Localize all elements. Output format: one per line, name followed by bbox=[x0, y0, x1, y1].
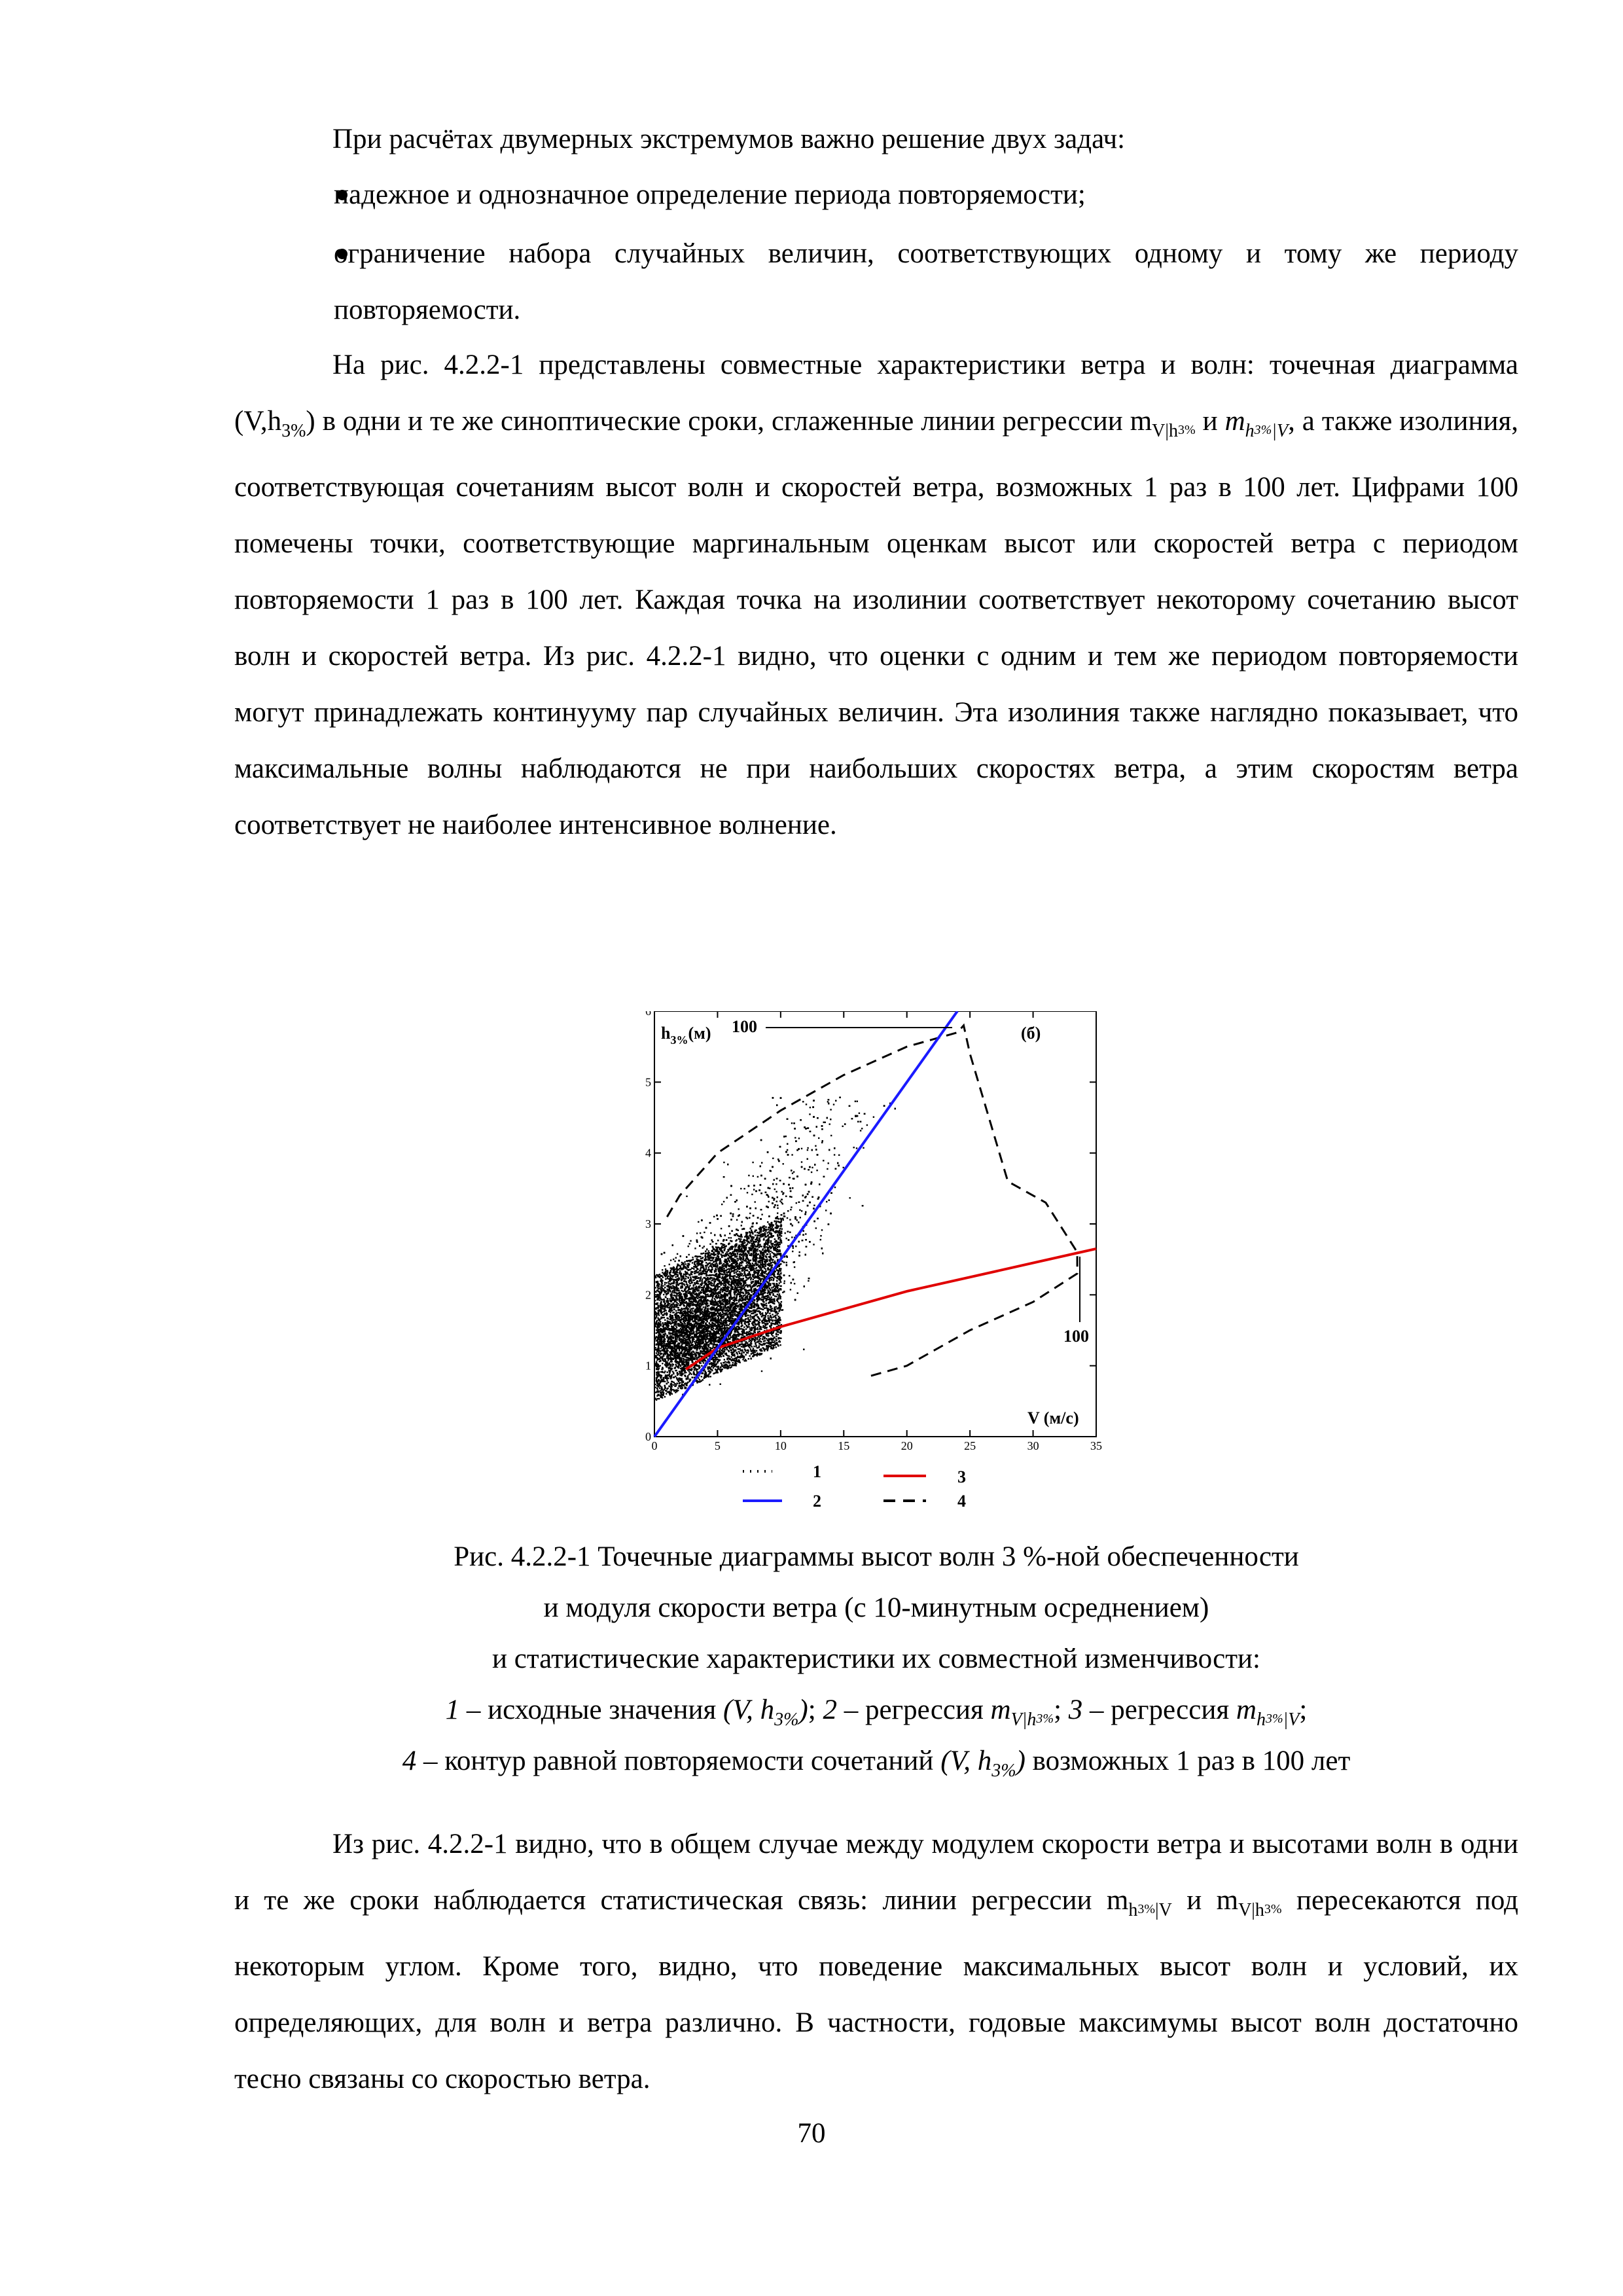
scatter-point bbox=[806, 1103, 807, 1105]
scatter-point bbox=[723, 1201, 724, 1202]
scatter-point bbox=[825, 1210, 827, 1211]
scatter-point bbox=[791, 1196, 792, 1198]
scatter-point bbox=[821, 1229, 823, 1230]
scatter-point bbox=[827, 1168, 828, 1170]
scatter-point bbox=[736, 1258, 738, 1259]
scatter-point bbox=[761, 1162, 762, 1163]
scatter-point bbox=[791, 1154, 793, 1155]
scatter-point bbox=[861, 1128, 863, 1129]
scatter-point bbox=[784, 1280, 785, 1282]
scatter-point bbox=[807, 1149, 808, 1151]
scatter-point bbox=[859, 1113, 860, 1114]
scatter-point bbox=[694, 1247, 696, 1249]
plot-frame bbox=[654, 1011, 1096, 1437]
scatter-point bbox=[820, 1235, 821, 1236]
scatter-point bbox=[834, 1154, 835, 1155]
scatter-point bbox=[842, 1126, 844, 1127]
scatter-point bbox=[772, 1158, 774, 1159]
scatter-point bbox=[670, 1259, 671, 1261]
scatter-point bbox=[750, 1348, 751, 1350]
scatter-point bbox=[793, 1247, 794, 1249]
scatter-point bbox=[665, 1374, 666, 1376]
scatter-point bbox=[761, 1214, 762, 1215]
scatter-point bbox=[738, 1346, 739, 1347]
scatter-point bbox=[712, 1259, 713, 1261]
scatter-point bbox=[753, 1175, 754, 1177]
scatter-point bbox=[713, 1216, 715, 1217]
scatter-point bbox=[664, 1265, 665, 1266]
scatter-point bbox=[755, 1201, 756, 1202]
figure-scatter-plot bbox=[645, 1011, 1106, 1522]
scatter-point bbox=[818, 1138, 819, 1139]
scatter-point bbox=[793, 1171, 794, 1172]
scatter-point bbox=[674, 1261, 675, 1262]
scatter-point bbox=[658, 1335, 659, 1336]
scatter-point bbox=[782, 1309, 783, 1310]
scatter-point bbox=[751, 1194, 753, 1195]
scatter-point bbox=[698, 1221, 699, 1223]
scatter-point bbox=[736, 1219, 738, 1221]
scatter-point bbox=[785, 1232, 786, 1234]
scatter-point bbox=[675, 1257, 677, 1259]
scatter-point bbox=[728, 1237, 730, 1238]
scatter-point bbox=[792, 1172, 793, 1174]
scatter-point bbox=[834, 1187, 836, 1188]
scatter-point bbox=[710, 1232, 711, 1234]
scatter-point bbox=[866, 1124, 868, 1126]
scatter-point bbox=[688, 1243, 690, 1244]
scatter-point bbox=[815, 1145, 816, 1147]
scatter-point bbox=[721, 1204, 722, 1205]
scatter-point bbox=[730, 1237, 732, 1238]
scatter-point bbox=[776, 1191, 777, 1193]
scatter-point bbox=[863, 1147, 864, 1149]
scatter-point bbox=[783, 1283, 785, 1284]
scatter-point bbox=[748, 1175, 749, 1176]
scatter-point bbox=[712, 1297, 713, 1299]
scatter-point bbox=[660, 1348, 662, 1349]
scatter-point bbox=[838, 1155, 840, 1156]
scatter-point bbox=[855, 1101, 856, 1102]
scatter-point bbox=[807, 1147, 808, 1149]
scatter-point bbox=[665, 1268, 666, 1270]
scatter-point bbox=[777, 1212, 778, 1213]
scatter-point bbox=[708, 1250, 709, 1251]
scatter-point bbox=[710, 1260, 711, 1261]
scatter-point bbox=[810, 1107, 811, 1108]
scatter-point bbox=[856, 1147, 857, 1149]
scatter-point bbox=[801, 1148, 802, 1149]
scatter-point bbox=[813, 1205, 815, 1206]
scatter-chart bbox=[645, 1011, 1106, 1522]
scatter-point bbox=[661, 1356, 662, 1357]
scatter-point bbox=[829, 1123, 830, 1124]
scatter-point bbox=[770, 1253, 771, 1255]
scatter-point bbox=[816, 1170, 817, 1171]
scatter-point bbox=[673, 1259, 674, 1260]
scatter-point bbox=[789, 1219, 791, 1220]
scatter-point bbox=[740, 1188, 741, 1189]
scatter-point bbox=[663, 1294, 664, 1295]
scatter-point bbox=[795, 1246, 796, 1247]
scatter-point bbox=[799, 1251, 800, 1253]
scatter-point bbox=[774, 1189, 776, 1190]
scatter-point bbox=[796, 1202, 797, 1204]
scatter-point bbox=[741, 1229, 743, 1230]
scatter-point bbox=[790, 1209, 791, 1210]
scatter-point bbox=[799, 1210, 800, 1211]
bullet-item: ограничение набора случайных величин, соответствующих одному и тому же периоду повторяемости. bbox=[334, 238, 1518, 325]
scatter-point bbox=[801, 1161, 802, 1162]
scatter-point bbox=[702, 1247, 704, 1248]
scatter-point bbox=[721, 1228, 722, 1229]
scatter-point bbox=[766, 1232, 768, 1233]
scatter-point bbox=[791, 1236, 793, 1238]
scatter-point bbox=[791, 1206, 792, 1208]
scatter-point bbox=[787, 1149, 788, 1151]
scatter-point bbox=[860, 1130, 861, 1131]
scatter-point bbox=[849, 1197, 851, 1198]
scatter-point bbox=[753, 1189, 755, 1190]
scatter-point bbox=[752, 1162, 753, 1163]
scatter-point bbox=[873, 1117, 874, 1118]
scatter-point bbox=[723, 1162, 724, 1163]
scatter-point bbox=[794, 1137, 796, 1138]
scatter-point bbox=[743, 1275, 744, 1276]
scatter-point bbox=[720, 1384, 721, 1385]
scatter-point bbox=[786, 1264, 787, 1265]
scatter-point bbox=[853, 1147, 855, 1148]
scatter-point bbox=[857, 1101, 858, 1102]
scatter-point bbox=[843, 1167, 844, 1168]
scatter-point bbox=[794, 1266, 795, 1268]
scatter-point bbox=[777, 1208, 778, 1209]
scatter-point bbox=[696, 1232, 698, 1234]
scatter-point bbox=[790, 1289, 791, 1290]
scatter-point bbox=[828, 1162, 829, 1164]
formula-regression-v-given-h: $m_{V|h}3\%$ bbox=[1130, 406, 1196, 441]
scatter-point bbox=[662, 1269, 663, 1270]
scatter-point bbox=[738, 1208, 740, 1210]
scatter-point bbox=[826, 1201, 827, 1202]
scatter-point bbox=[749, 1213, 751, 1214]
scatter-point bbox=[783, 1163, 784, 1164]
scatter-point bbox=[801, 1210, 802, 1211]
scatter-point bbox=[827, 1101, 829, 1102]
scatter-point bbox=[805, 1233, 806, 1234]
scatter-point bbox=[662, 1363, 663, 1364]
scatter-point bbox=[796, 1219, 798, 1221]
scatter-point bbox=[813, 1244, 814, 1245]
formula-regression-h-given-v: $m_h3\%_{|V}$ bbox=[1224, 406, 1289, 441]
scatter-point bbox=[686, 1196, 687, 1197]
scatter-point bbox=[692, 1262, 693, 1263]
scatter-point bbox=[704, 1232, 705, 1233]
scatter-point bbox=[821, 1142, 823, 1143]
scatter-point bbox=[830, 1135, 832, 1136]
scatter-point bbox=[787, 1217, 788, 1219]
scatter-point bbox=[757, 1327, 758, 1329]
scatter-point bbox=[809, 1113, 810, 1115]
scatter-point bbox=[833, 1103, 834, 1105]
scatter-point bbox=[820, 1239, 821, 1240]
scatter-point bbox=[743, 1188, 745, 1189]
intro-text: При расчётах двумерных экстремумов важно решение двух задач: bbox=[332, 124, 1126, 154]
scatter-point bbox=[798, 1138, 800, 1139]
scatter-point bbox=[668, 1333, 669, 1335]
scatter-point bbox=[669, 1264, 670, 1265]
scatter-point bbox=[750, 1240, 751, 1241]
scatter-point bbox=[709, 1244, 711, 1245]
formula-scatter: $(V,h_{3\%})$ bbox=[234, 406, 315, 441]
scatter-point bbox=[747, 1192, 748, 1193]
scatter-point bbox=[786, 1262, 787, 1263]
scatter-point bbox=[747, 1315, 749, 1316]
scatter-point bbox=[660, 1287, 661, 1289]
scatter-point bbox=[761, 1371, 762, 1372]
scatter-point bbox=[721, 1255, 722, 1256]
scatter-point bbox=[751, 1289, 752, 1291]
scatter-point bbox=[766, 1338, 767, 1339]
body-paragraph: На рис. 4.2.2-1 представлены совместные характеристики ветра и волн: точечная диаграмма $(V,h_{3\%})$ в одни и те же синоптические сроки, сглаженные линии регрессии $m_{V|h}3\%$ и $m_h3\%_{|V}$, а также изолиния, соответствующая сочетаниям высот волн и скоростей ветра, возможных 1 раз в 100 лет. Цифрами 100 помечены точки, соответствующие маргинальным оценкам высот или скоростей ветра с периодом повторяемости 1 раз в 100 лет. Каждая точка на изолинии соответствует некоторому сочетанию высот волн и скоростей ветра. Из рис. 4.2.2-1 видно, что оценки с одним и тем же периодом повторяемости могут принадлежать континууму пар случайных величин. Эта изолиния также наглядно показывает, что максимальные волны наблюдаются не при наибольших скоростях ветра, а этим скоростям ветра соответствует не наиболее интенсивное волнение. bbox=[234, 350, 1519, 840]
scatter-point bbox=[785, 1136, 787, 1137]
scatter-point bbox=[794, 1283, 795, 1284]
scatter-point bbox=[704, 1246, 705, 1247]
scatter-point bbox=[677, 1253, 678, 1255]
scatter-point bbox=[812, 1167, 813, 1168]
scatter-point bbox=[791, 1122, 793, 1124]
scatter-point bbox=[700, 1232, 701, 1234]
scatter-point bbox=[783, 1219, 784, 1221]
scatter-point bbox=[808, 1280, 809, 1282]
bullet-item: надежное и однозначное определение периода повторяемости; bbox=[334, 179, 1086, 210]
scatter-point bbox=[786, 1238, 787, 1239]
scatter-point bbox=[690, 1240, 691, 1242]
scatter-point bbox=[741, 1328, 742, 1329]
scatter-point bbox=[811, 1172, 812, 1173]
scatter-point bbox=[757, 1176, 758, 1177]
scatter-point bbox=[776, 1183, 777, 1185]
scatter-points bbox=[654, 1097, 896, 1401]
scatter-point bbox=[792, 1251, 793, 1252]
scatter-point bbox=[741, 1225, 742, 1226]
scatter-point bbox=[688, 1254, 690, 1255]
scatter-point bbox=[830, 1109, 831, 1110]
scatter-point bbox=[768, 1201, 770, 1202]
scatter-point bbox=[815, 1227, 817, 1229]
scatter-point bbox=[688, 1246, 689, 1247]
scatter-point bbox=[764, 1232, 766, 1233]
